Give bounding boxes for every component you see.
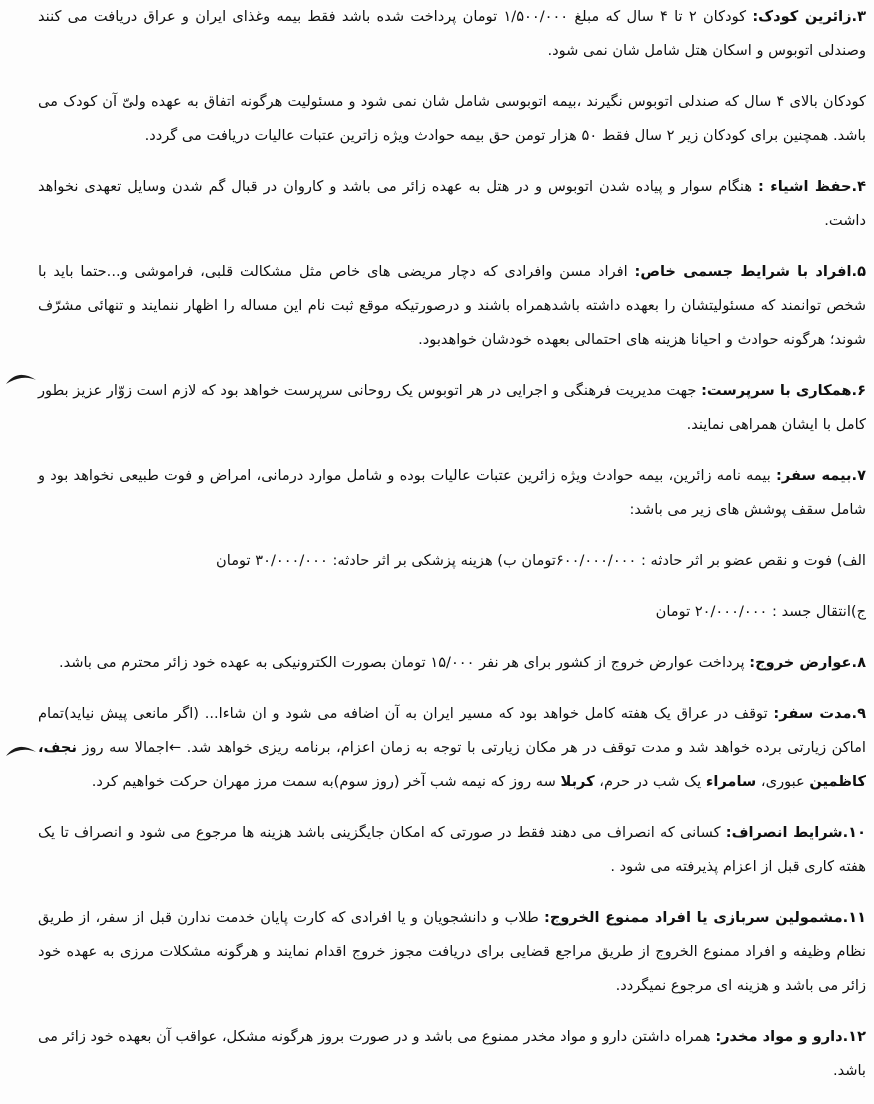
item-text: یک شب در حرم، <box>594 773 706 790</box>
paragraph-belongings <box>38 170 866 238</box>
item-number: ۹. <box>851 705 867 722</box>
paragraph-drugs <box>38 1020 866 1088</box>
item-number: ۵. <box>851 263 866 280</box>
city-samarra: سامراء <box>705 773 757 790</box>
item-number: ۴. <box>851 178 867 195</box>
item-text: کودکان بالای ۴ سال که صندلی اتوبوس نگیرند ،بیمه اتوبوسی شامل شان نمی شود و مسئولیت هرگونه اتفاق به عهده ولیّ آن کودک می باشد. همچنین برای کودکان زیر ۲ سال فقط ۵۰ هزار تومن حق بیمه حوادث ویژه زاترین عتبات عالیات دریافت می گردد. <box>38 93 866 144</box>
paragraph-special-conditions <box>38 255 866 357</box>
item-number: ۳. <box>851 8 866 25</box>
paragraph-military-service <box>38 901 866 1003</box>
punch-hole-mark-bottom <box>4 742 38 758</box>
item-number: ۸. <box>851 654 866 671</box>
item-text: کودکان ۲ تا ۴ سال که مبلغ ۱/۵۰۰/۰۰۰ تومان پرداخت شده باشد فقط بیمه وغذای ایران و عراق دریافت می کنند وصندلی اتوبوس و اسکان هتل شامل شان نمی شود. <box>38 8 866 59</box>
punch-hole-mark-top <box>4 370 38 386</box>
paragraph-child-pilgrims <box>38 0 866 68</box>
item-number: ۷. <box>851 467 866 484</box>
paragraph-exit-fee <box>38 646 866 680</box>
item-heading: حفظ اشیاء : <box>758 178 852 195</box>
item-heading: شرایط انصراف: <box>725 824 843 841</box>
city-kadhimiya: کاظمین <box>809 773 866 790</box>
paragraph-travel-insurance <box>38 459 866 527</box>
document-body <box>38 0 866 1088</box>
item-text: کسانی که انصراف می دهند فقط در صورتی که امکان جایگزینی باشد هزینه ها مرجوع می شود و انصراف تا یک هفته کاری قبل از اعزام پذیرفته می شود . <box>38 824 866 875</box>
item-heading: بیمه سفر: <box>776 467 852 484</box>
item-number: ۶. <box>851 382 866 399</box>
item-heading: مدت سفر: <box>773 705 852 722</box>
item-text: عبوری، <box>756 773 810 790</box>
paragraph-children-over-four <box>38 85 866 153</box>
item-heading: عوارض خروج: <box>749 654 852 671</box>
item-heading: افراد با شرایط جسمی خاص: <box>634 263 852 280</box>
item-text: الف) فوت و نقص عضو بر اثر حادثه : ۶۰۰/۰۰۰/۰۰۰تومان ب) هزینه پزشکی بر اثر حادثه: ۳۰/۰۰۰/۰۰۰ تومان <box>216 552 866 569</box>
item-text: همراه داشتن دارو و مواد مخدر ممنوع می باشد و در صورت بروز هرگونه مشکل، عواقب آن بعهده خود زائر می باشد. <box>38 1028 866 1079</box>
paragraph-supervisor <box>38 374 866 442</box>
paragraph-trip-duration <box>38 697 866 799</box>
item-heading: دارو و مواد مخدر: <box>715 1028 843 1045</box>
item-text: هنگام سوار و پیاده شدن اتوبوس و در هتل به عهده زائر می باشد و کاروان در قبال گم شدن وسایل تعهدی نخواهد داشت. <box>38 178 866 229</box>
item-text: سه روز که نیمه شب آخر (روز سوم)به سمت مرز مهران حرکت خواهیم کرد. <box>91 773 561 790</box>
item-text: طلاب و دانشجویان و یا افرادی که کارت پایان خدمت ندارن قبل از سفر، از طریق نظام وظیفه و افراد ممنوع الخروج از طریق مراجع قضایی برای دریافت مجوز خروج اقدام نمایند و هرگونه مشکلات مرزی به عهده خود زائر می باشد و هزینه ای مرجوع نمیگردد. <box>38 909 866 994</box>
paragraph-insurance-coverage-c <box>38 595 866 629</box>
item-heading: همکاری با سرپرست: <box>701 382 852 399</box>
item-heading: زائرین کودک: <box>752 8 852 25</box>
city-najaf: نجف، <box>38 739 77 756</box>
item-heading: مشمولین سربازی یا افراد ممنوع الخروج: <box>543 909 843 926</box>
paragraph-insurance-coverage-a-b <box>38 544 866 578</box>
item-text: جهت مدیریت فرهنگی و اجرایی در هر اتوبوس یک روحانی سرپرست خواهد بود که لازم است زوّار عزیز بطور کامل با ایشان همراهی نمایند. <box>38 382 866 433</box>
city-karbala: کربلا <box>560 773 595 790</box>
item-text: ج)انتقال جسد : ۲۰/۰۰۰/۰۰۰ تومان <box>655 603 866 620</box>
item-text: بیمه نامه زائرین، بیمه حوادث ویژه زائرین عتبات عالیات بوده و شامل موارد درمانی، امراض و فوت طبیعی نخواهد بود و شامل سقف پوشش های زیر می باشد: <box>38 467 866 518</box>
item-text: توقف در عراق یک هفته کامل خواهد بود که مسیر ایران به آن اضافه می شود و ان شاءا... (اگر مانعی پیش نیاید)تمام اماکن زیارتی برده خواهد شد و مدت توقف در هر مکان زیارتی با توجه به زمان اعزام، برنامه ریزی خواهد شد. ←اجمالا سه روز <box>38 705 866 756</box>
paragraph-cancellation <box>38 816 866 884</box>
item-number: ۱۲. <box>842 1028 866 1045</box>
item-text: پرداخت عوارض خروج از کشور برای هر نفر ۱۵/۰۰۰ تومان بصورت الکترونیکی به عهده خود زائر محترم می باشد. <box>58 654 750 671</box>
item-text: افراد مسن وافرادی که دچار مریضی های خاص مثل مشکالت قلبی، فراموشی و...حتما باید با شخص توانمند که مسئولیتشان را بعهده داشته باشدهمراه باشند و درصورتیکه موقع ثبت نام این مساله را اظهار ننمایند و تنهائی مشرّف شوند؛ هرگونه حوادث و احیانا هزینه های احتمالی بعهده خودشان خواهدبود. <box>38 263 866 348</box>
item-number: ۱۰. <box>842 824 866 841</box>
item-number: ۱۱. <box>842 909 867 926</box>
